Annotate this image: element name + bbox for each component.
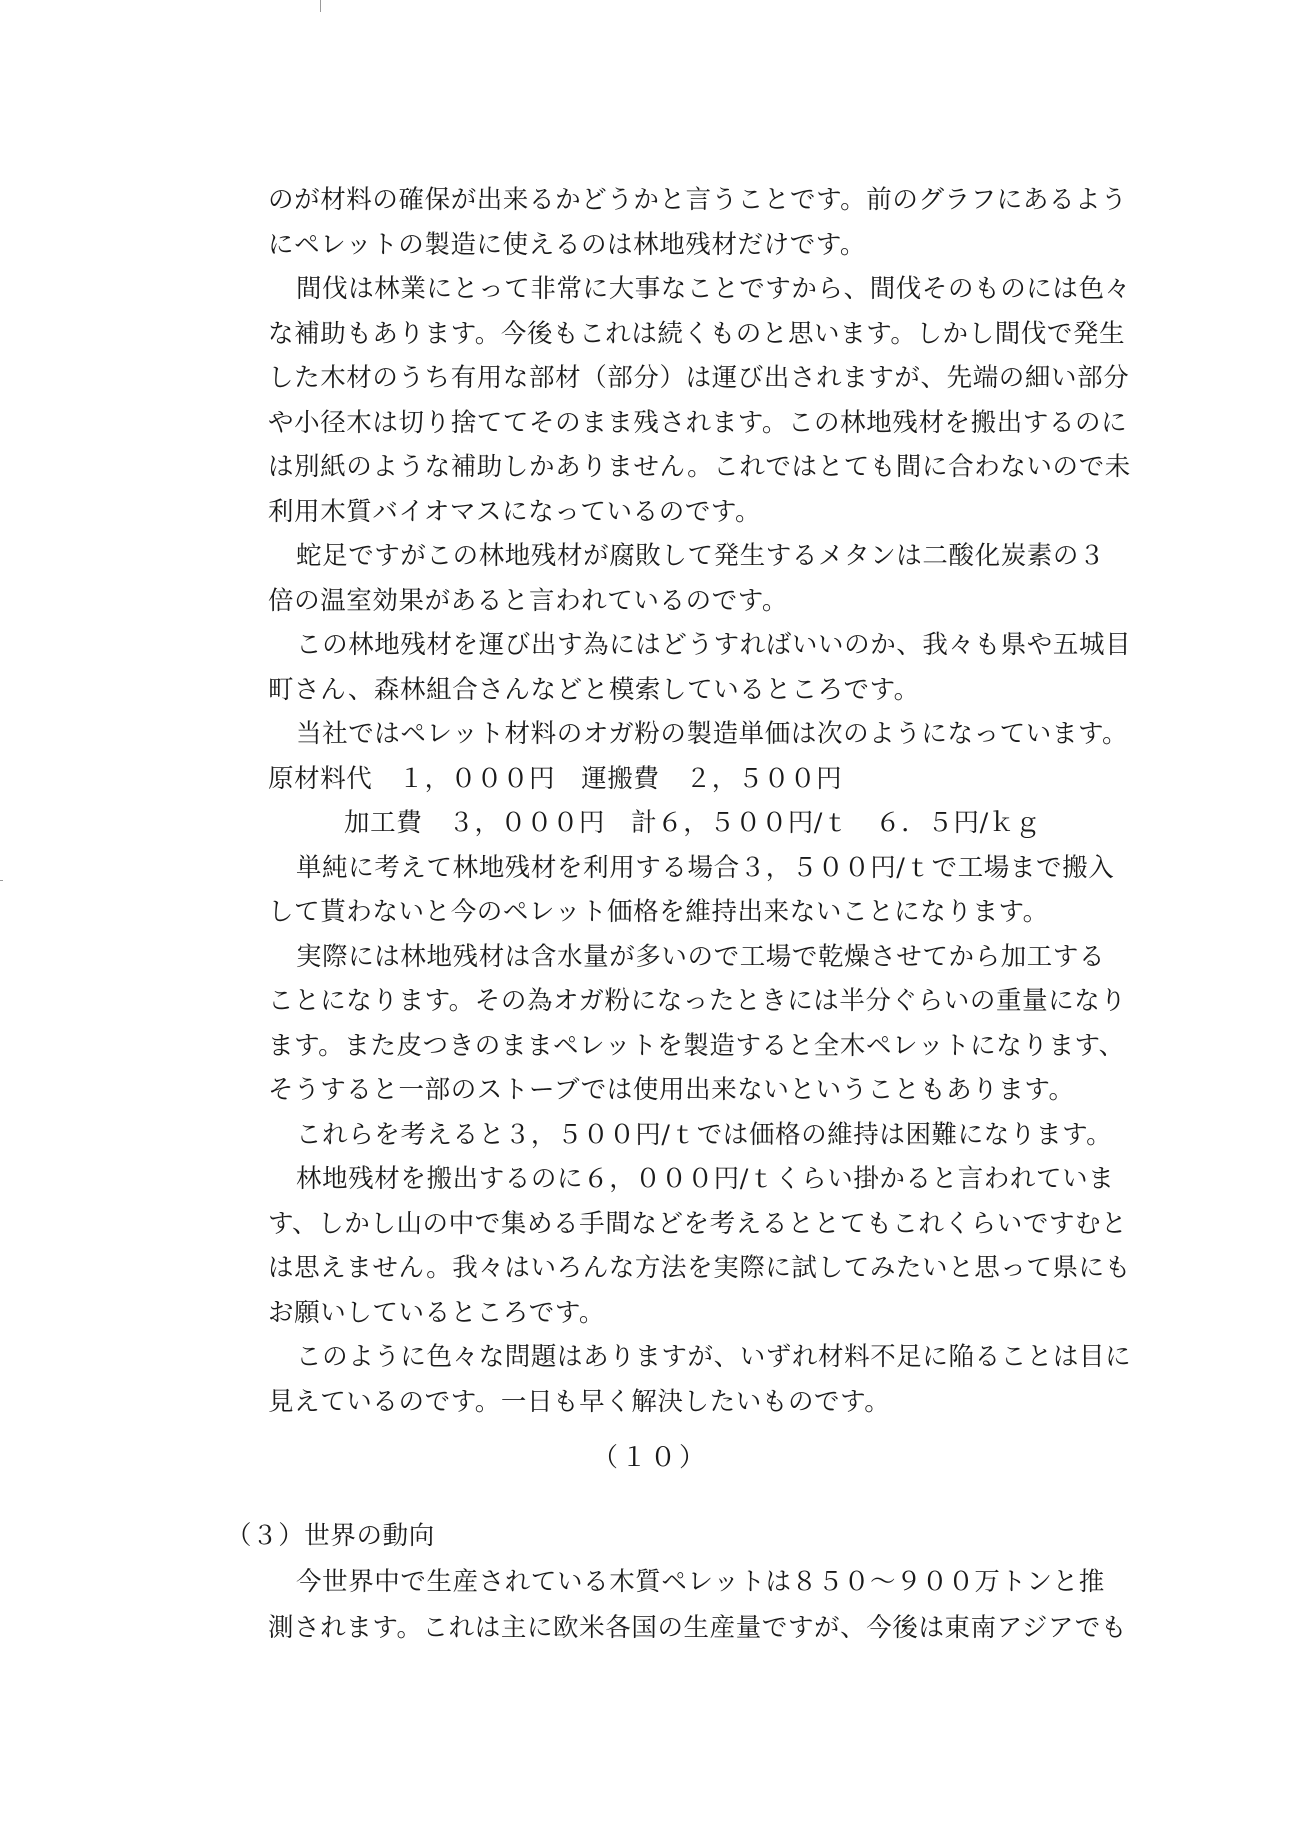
body-text xyxy=(268,178,1132,1424)
cost-line-raw-material: 原材料代 １，０００円 運搬費 ２，５００円 xyxy=(268,763,843,794)
body-line: 単純に考えて林地残材を利用する場合３，５００円/ｔで工場まで搬入 xyxy=(296,852,1115,883)
body-line: は思えません。我々はいろんな方法を実際に試してみたいと思って県にも xyxy=(268,1253,1131,1283)
scan-mark-left xyxy=(0,880,3,881)
body-line: 林地残材を搬出するのに６，０００円/ｔくらい掛かると言われていま xyxy=(296,1164,1115,1194)
cost-line-processing: 加工費 ３，０００円 計６，５００円/ｔ ６．５円/ｋｇ xyxy=(344,808,1041,838)
body-line: な補助もあります。今後もこれは続くものと思います。しかし間伐で発生 xyxy=(268,318,1126,349)
body-line: 町さん、森林組合さんなどと模索しているところです。 xyxy=(268,674,920,705)
body-line: にペレットの製造に使えるのは林地残材だけです。 xyxy=(268,229,867,260)
body-line: 実際には林地残材は含水量が多いので工場で乾燥させてから加工する xyxy=(296,941,1106,972)
body-line: して貰わないと今のペレット価格を維持出来ないことになります。 xyxy=(268,897,1049,927)
body-line: 利用木質バイオマスになっているのです。 xyxy=(268,496,762,527)
body-line: した木材のうち有用な部材（部分）は運び出されますが、先端の細い部分 xyxy=(268,363,1130,393)
body-line: 蛇足ですがこの林地残材が腐敗して発生するメタンは二酸化炭素の３ xyxy=(296,541,1106,571)
section-world-trends xyxy=(226,1513,1126,1651)
body-line: 見えているのです。一日も早く解決したいものです。 xyxy=(268,1386,891,1417)
body-line: そうすると一部のストーブでは使用出来ないということもあります。 xyxy=(268,1075,1075,1105)
section-line: 今世界中で生産されている木質ペレットは８５０～９００万トンと推 xyxy=(296,1567,1105,1597)
body-line: このように色々な問題はありますが、いずれ材料不足に陥ることは目に xyxy=(296,1342,1132,1372)
section-heading: （３）世界の動向 xyxy=(226,1521,435,1551)
body-line: これらを考えると３，５００円/ｔでは価格の維持は困難になります。 xyxy=(296,1119,1113,1150)
section-line: 測されます。これは主に欧米各国の生産量ですが、今後は東南アジアでも xyxy=(268,1613,1128,1643)
body-line: 間伐は林業にとって非常に大事なことですから、間伐そのものには色々 xyxy=(296,274,1131,304)
page-number: （１０） xyxy=(591,1443,708,1473)
body-line: は別紙のような補助しかありません。これではとても間に合わないので未 xyxy=(268,452,1131,482)
body-line: す、しかし山の中で集める手間などを考えるととてもこれくらいですむと xyxy=(268,1208,1128,1239)
body-line: のが材料の確保が出来るかどうかと言うことです。前のグラフにあるよう xyxy=(268,185,1128,215)
body-line: や小径木は切り捨ててそのまま残されます。この林地残材を搬出するのに xyxy=(268,407,1128,438)
body-line: 倍の温室効果があると言われているのです。 xyxy=(268,585,788,616)
scan-mark-top xyxy=(320,0,321,12)
body-line: お願いしているところです。 xyxy=(268,1297,606,1328)
body-line: この林地残材を運び出す為にはどうすればいいのか、我々も県や五城目 xyxy=(296,630,1132,660)
body-line: ます。また皮つきのままペレットを製造すると全木ペレットになります、 xyxy=(268,1030,1125,1061)
body-line: 当社ではペレット材料のオガ粉の製造単価は次のようになっています。 xyxy=(296,719,1129,749)
body-line: ことになります。その為オガ粉になったときには半分ぐらいの重量になり xyxy=(268,986,1127,1016)
